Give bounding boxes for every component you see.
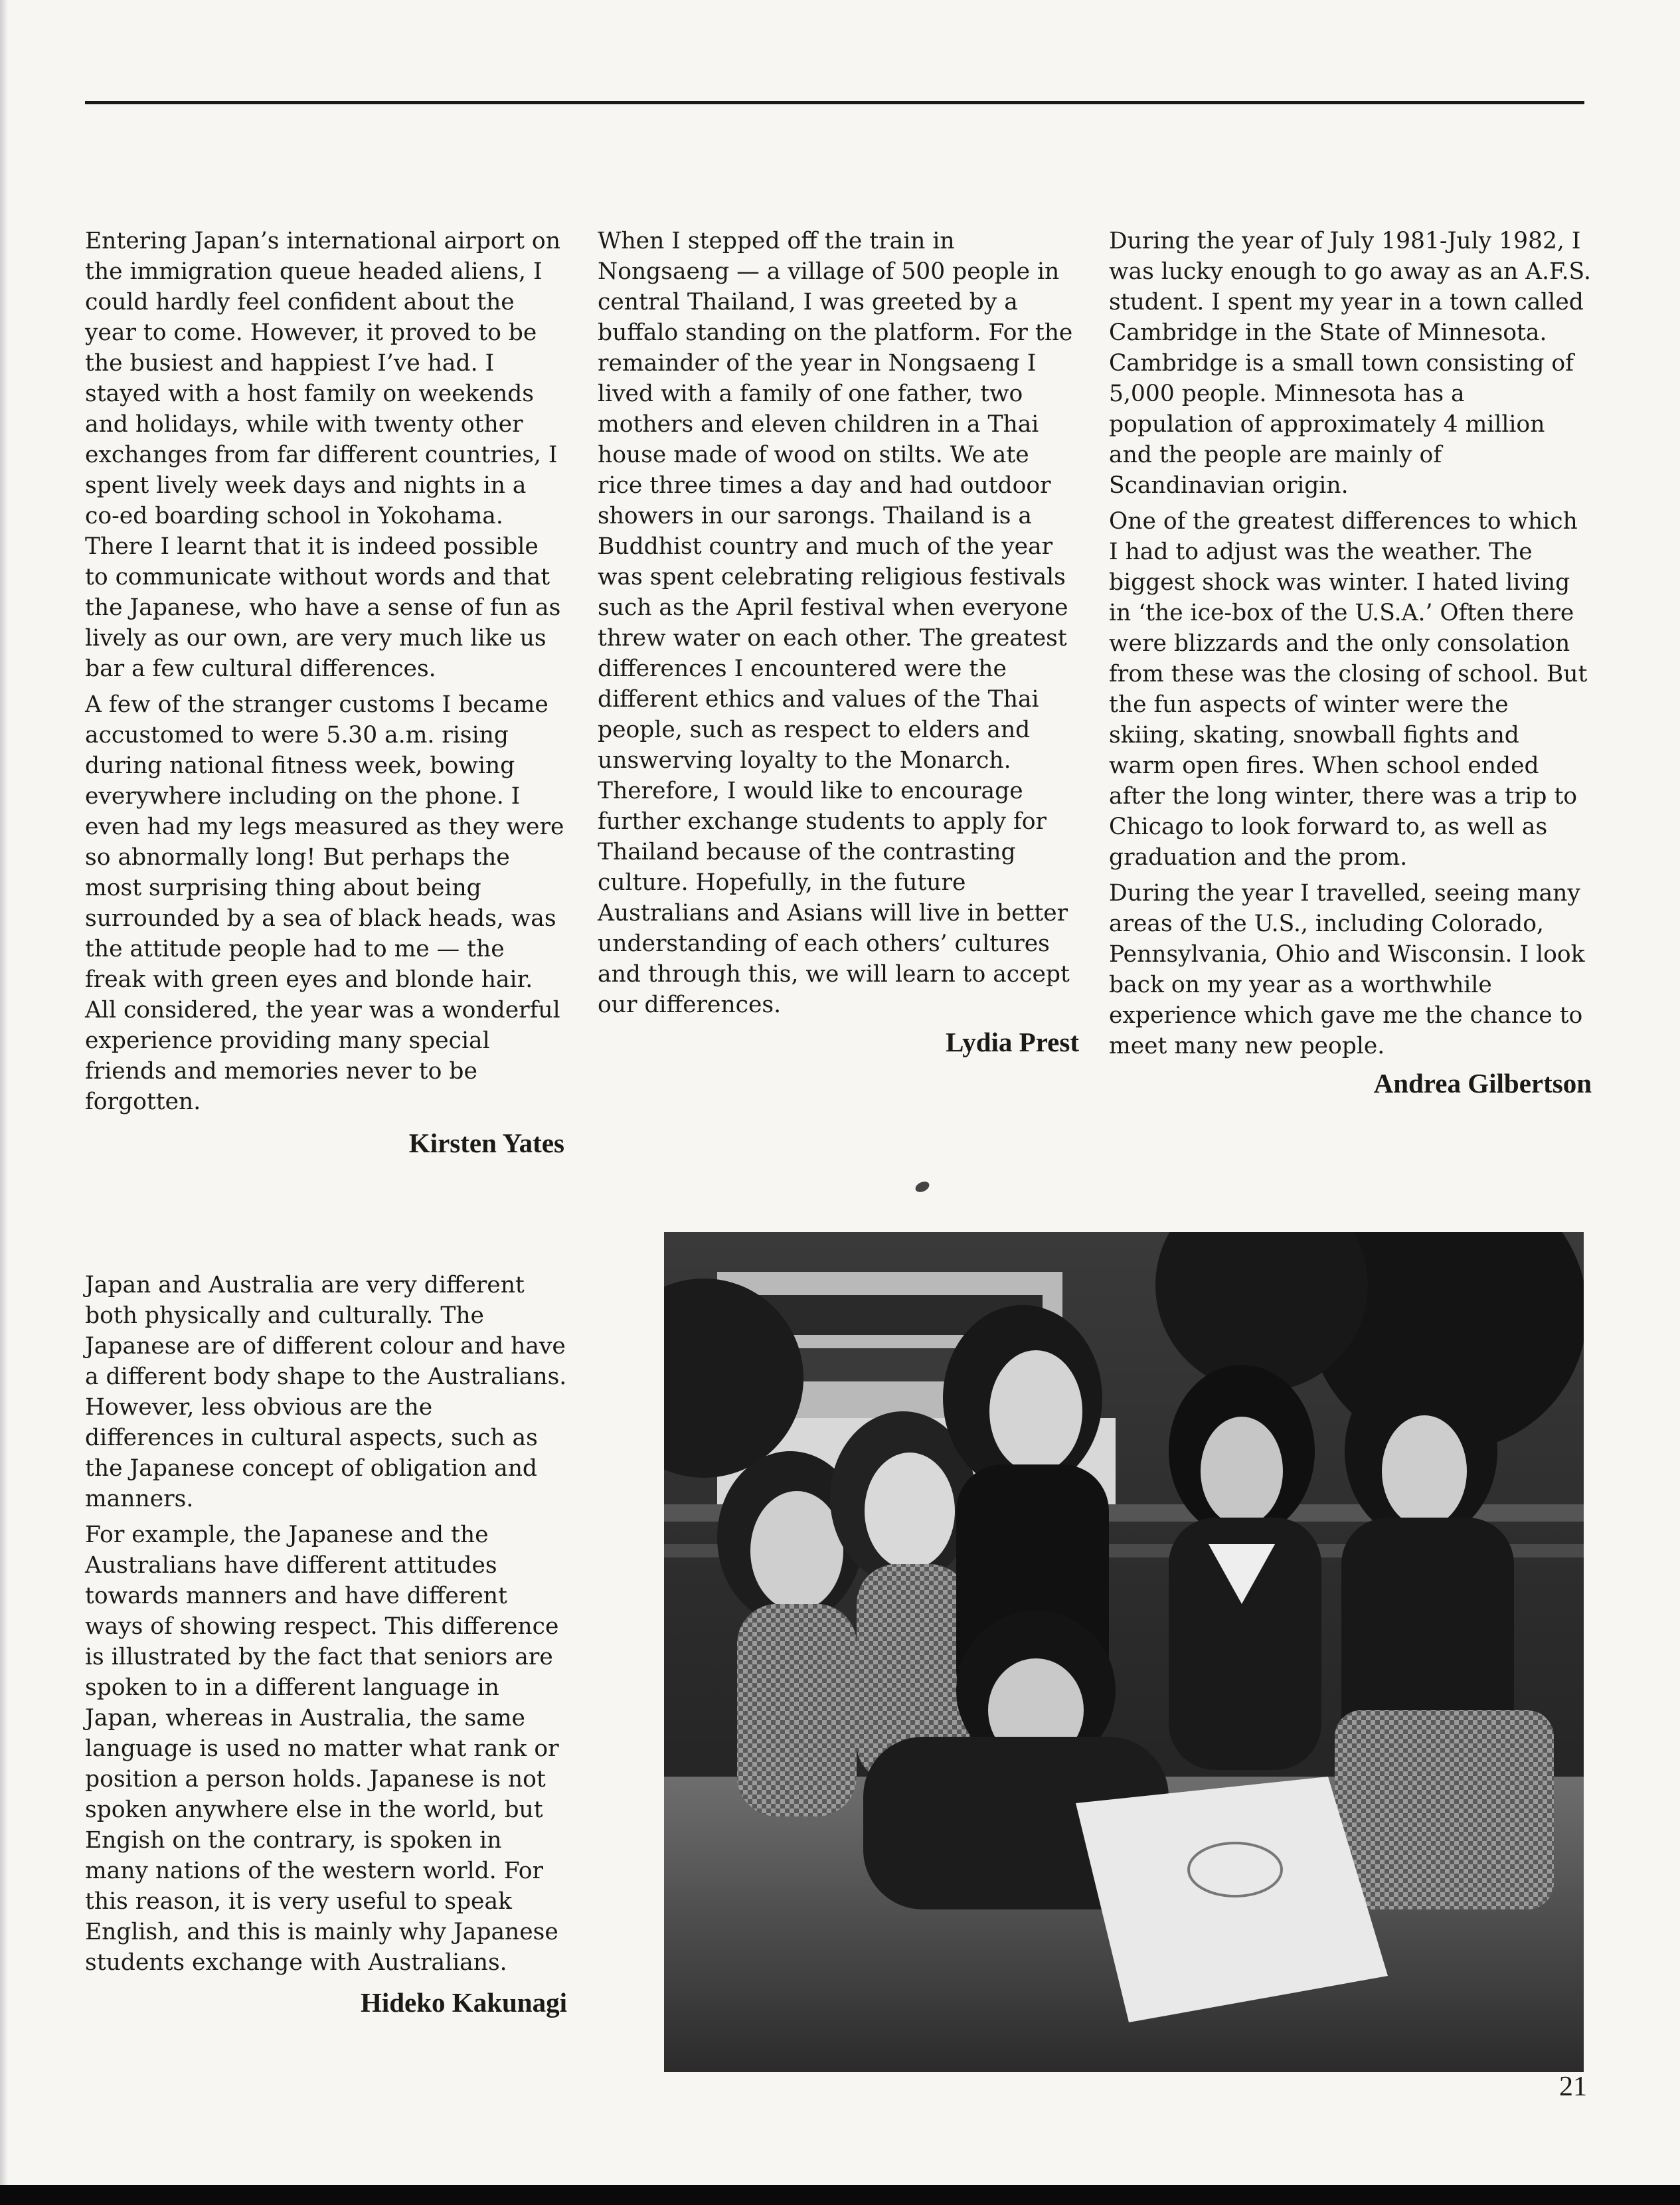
author-signature: Kirsten Yates (408, 1128, 564, 1158)
article-paragraph: Entering Japan’s international airport on the immigration queue headed aliens, I could hardly feel confident about the year to come. However, it proved to be the busiest and happiest I’ve had. I stayed with a host family on weekends and holidays, while with twenty other exchanges from far different countries, I spent lively week days and nights in a co-ed boarding school in Yokohama. There I learnt that it is indeed possible to communicate without words and that the Japanese, who have a sense of fun as lively as our own, are very much like us bar a few cultural differences. (85, 228, 561, 682)
article-paragraph: A few of the stranger customs I became accustomed to were 5.30 a.m. rising during national fitness week, bowing everywhere including on the phone. I even had my legs measured as they were so abnormally long! But perhaps the most surprising thing about being surrounded by a sea of black heads, was the attitude people had to me — the freak with green eyes and blonde hair. All considered, the year was a wonderful experience providing many special friends and memories never to be forgotten. (85, 691, 564, 1115)
group-photo-students (664, 1232, 1584, 2072)
article-paragraph: When I stepped off the train in Nongsaeng — a village of 500 people in central Thailand, I was greeted by a buffalo standing on the platform. For the remainder of the year in Nongsaeng I lived with a family of one father, two mothers and eleven children in a Thai house made of wood on stilts. We ate rice three times a day and had outdoor showers in our sarongs. Thailand is a Buddhist country and much of the year was spent celebrating religious festivals such as the April festival when everyone threw water on each other. The greatest differences I encountered were the different ethics and values of the Thai people, such as respect to elders and unswerving loyalty to the Monarch. Therefore, I would like to encourage further exchange students to apply for Thailand because of the contrasting culture. Hopefully, in the future Australians and Asians will live in better understanding of each others’ cultures and through this, we will learn to accept our differences. (598, 228, 1073, 1018)
author-signature: Lydia Prest (946, 1027, 1079, 1057)
article-kirsten-yates (85, 226, 564, 1158)
author-signature: Andrea Gilbertson (1373, 1068, 1592, 1099)
scan-bottom-border (0, 2185, 1680, 2205)
print-speck (914, 1180, 931, 1194)
page-number: 21 (1559, 2072, 1587, 2102)
article-paragraph: During the year of July 1981-July 1982, I was lucky enough to go away as an A.F.S. student. I spent my year in a town called Cambridge in the State of Minnesota. Cambridge is a small town consisting of 5,000 people. Minnesota has a population of approximately 4 million and the people are mainly of Scandinavian origin. (1109, 228, 1591, 499)
page-edge-shadow (0, 0, 8, 2185)
author-signature: Hideko Kakunagi (360, 1987, 567, 2018)
article-paragraph: Japan and Australia are very different both physically and culturally. The Japanese are of different colour and have a different body shape to the Australians. However, less obvious are the differences in cultural aspects, such as the Japanese concept of obligation and manners. (85, 1272, 567, 1512)
article-hideko-kakunagi (85, 1270, 567, 2018)
photo-illustration (664, 1232, 1584, 2072)
article-paragraph: For example, the Japanese and the Australians have different attitudes towards manners and have different ways of showing respect. This difference is illustrated by the fact that seniors are spoken to in a different language in Japan, whereas in Australia, the same language is used no matter what rank or position a person holds. Japanese is not spoken anywhere else in the world, but Engish on the contrary, is spoken in many nations of the western world. For this reason, it is very useful to speak English, and this is mainly why Japanese students exchange with Australians. (85, 1522, 559, 1976)
article-andrea-gilbertson (1109, 226, 1592, 1099)
header-rule (85, 101, 1584, 104)
article-paragraph: During the year I travelled, seeing many areas of the U.S., including Colorado, Pennsylvania, Ohio and Wisconsin. I look back on my year as a worthwhile experience which gave me the chance to meet many new people. (1109, 880, 1585, 1059)
article-paragraph: One of the greatest differences to which I had to adjust was the weather. The biggest shock was winter. I hated living in ‘the ice-box of the U.S.A.’ Often there were blizzards and the only consolation from these was the closing of school. But the fun aspects of winter were the skiing, skating, snowball fights and warm open fires. When school ended after the long winter, there was a trip to Chicago to look forward to, as well as graduation and the prom. (1109, 508, 1588, 871)
article-lydia-prest (598, 226, 1079, 1057)
